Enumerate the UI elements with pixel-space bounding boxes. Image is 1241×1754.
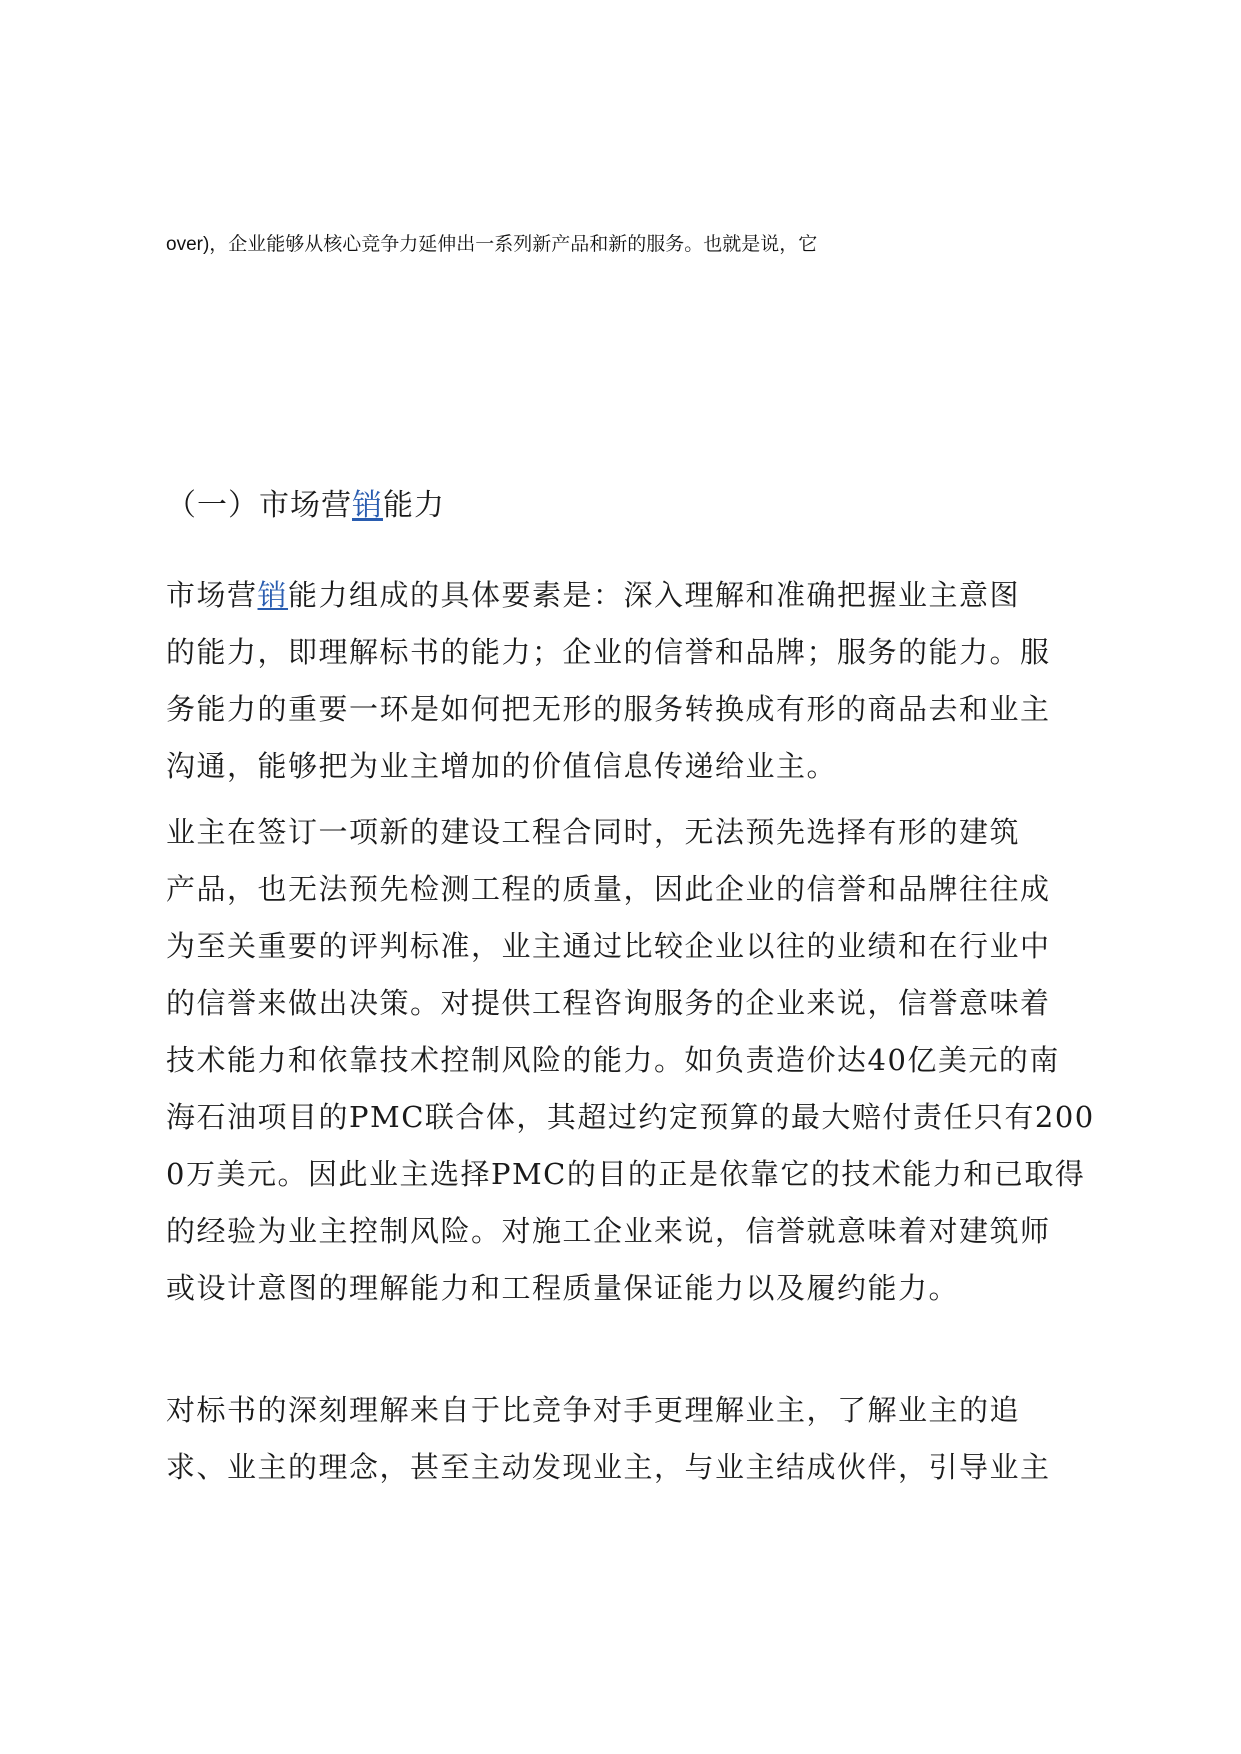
top-text-fragment: over)，企业能够从核心竞争力延伸出一系列新产品和新的服务。也就是说，它 — [166, 234, 818, 255]
paragraph-marketing-elements — [166, 567, 1076, 795]
paragraph-line: 对标书的深刻理解来自于比竞争对手更理解业主，了解业主的追 — [166, 1393, 1021, 1427]
line-suffix: 能力组成的具体要素是：深入理解和准确把握业主意图 — [288, 578, 1021, 612]
paragraph-line: 为至关重要的评判标准，业主通过比较企业以往的业绩和在行业中 — [166, 929, 1051, 963]
heading-link[interactable]: 销 — [352, 488, 383, 523]
paragraph-tender-understanding — [166, 1382, 1076, 1496]
paragraph-line: 业主在签订一项新的建设工程合同时，无法预先选择有形的建筑 — [166, 815, 1021, 849]
paragraph-line: 技术能力和依靠技术控制风险的能力。如负责造价达40亿美元的南 — [166, 1043, 1060, 1077]
paragraph-line: 的能力，即理解标书的能力；企业的信誉和品牌；服务的能力。服 — [166, 635, 1051, 669]
paragraph-line: 或设计意图的理解能力和工程质量保证能力以及履约能力。 — [166, 1271, 960, 1305]
paragraph-line: 务能力的重要一环是如何把无形的服务转换成有形的商品去和业主 — [166, 692, 1051, 726]
line-prefix: 市场营 — [166, 578, 258, 612]
paragraph-line: 0万美元。因此业主选择PMC的目的正是依靠它的技术能力和已取得 — [166, 1157, 1086, 1191]
section-heading — [166, 484, 445, 528]
paragraph-line: 的信誉来做出决策。对提供工程咨询服务的企业来说，信誉意味着 — [166, 986, 1051, 1020]
paragraph-line: 的经验为业主控制风险。对施工企业来说，信誉就意味着对建筑师 — [166, 1214, 1051, 1248]
paragraph-line: 产品，也无法预先检测工程的质量，因此企业的信誉和品牌往往成 — [166, 872, 1051, 906]
paragraph-line — [166, 567, 1076, 624]
heading-suffix: 能力 — [383, 488, 445, 523]
heading-prefix: （一）市场营 — [166, 488, 352, 523]
paragraph-line: 海石油项目的PMC联合体，其超过约定预算的最大赔付责任只有200 — [166, 1100, 1095, 1134]
paragraph-line: 沟通，能够把为业主增加的价值信息传递给业主。 — [166, 749, 838, 783]
paragraph-line: 求、业主的理念，甚至主动发现业主，与业主结成伙伴，引导业主 — [166, 1450, 1051, 1484]
paragraph-reputation — [166, 804, 1095, 1317]
inline-link[interactable]: 销 — [257, 578, 289, 612]
